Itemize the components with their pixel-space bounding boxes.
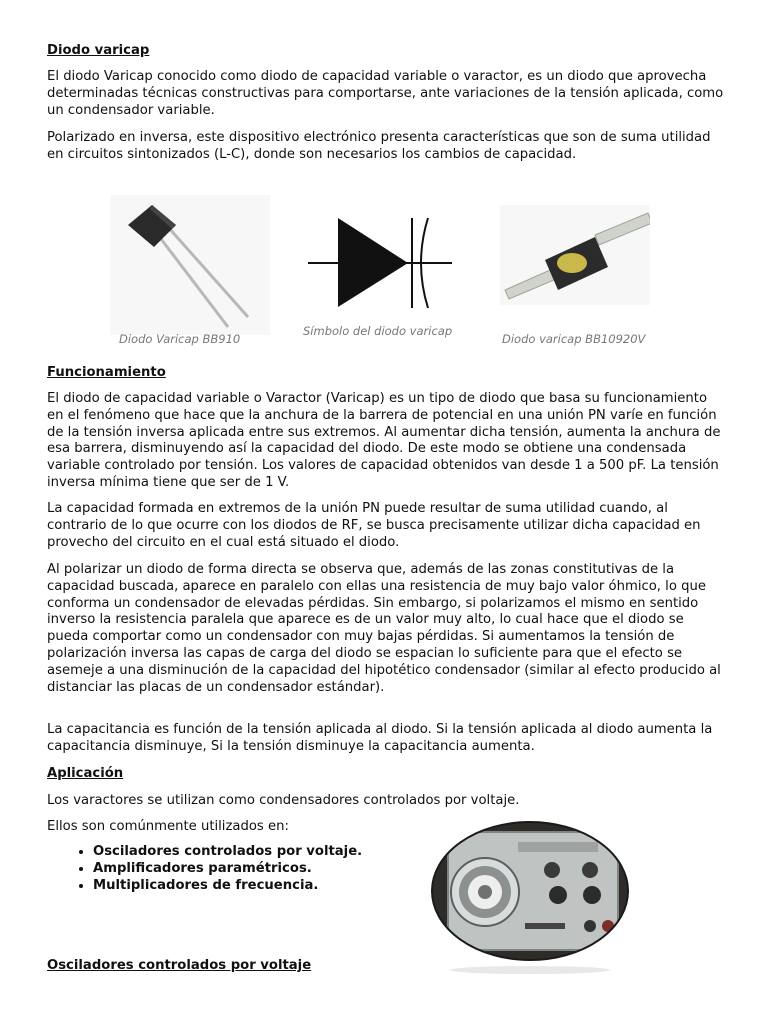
caption-bb10920v: Diodo varicap BB10920V xyxy=(502,332,646,346)
applications-list xyxy=(47,844,362,894)
aplicacion-paragraph-2: Ellos son comúnmente utilizados en: xyxy=(47,819,289,834)
varicap-bb910-photo xyxy=(110,195,270,335)
intro-paragraph-1: El diodo Varicap conocido como diodo de capacidad variable o varactor, es un diodo que aprovecha determinadas técnicas constructivas para comportarse, ante variaciones de la tensión aplicada, como un condensador variable. xyxy=(47,69,724,118)
section-heading-osciladores: Osciladores controlados por voltaje xyxy=(47,958,312,973)
list-item: • Multiplicadores de frecuencia. xyxy=(93,878,362,895)
caption-symbol: Símbolo del diodo varicap xyxy=(303,324,453,338)
signal-generator-photo xyxy=(430,820,630,975)
varicap-bb10920v-photo xyxy=(500,205,650,305)
funcionamiento-paragraph-2: La capacidad formada en extremos de la unión PN puede resultar de suma utilidad cuando, al contrario de lo que ocurre con los diodos de RF, se busca precisamente utilizar dicha capacidad en provecho del circuito en el cual está situado el diodo. xyxy=(47,501,701,550)
aplicacion-paragraph-1: Los varactores se utilizan como condensadores controlados por voltaje. xyxy=(47,793,520,808)
page-title: Diodo varicap xyxy=(47,43,150,58)
intro-paragraph-2: Polarizado en inversa, este dispositivo electrónico presenta características que son de suma utilidad en circuitos sintonizados (L-C), donde son necesarios los cambios de capacidad. xyxy=(47,130,711,162)
varicap-symbol-diagram xyxy=(300,210,460,310)
section-heading-funcionamiento: Funcionamiento xyxy=(47,365,166,380)
funcionamiento-paragraph-4: La capacitancia es función de la tensión aplicada al diodo. Si la tensión aplicada al diodo aumenta la capacitancia disminuye, Si la tensión disminuye la capacitancia aumenta. xyxy=(47,722,713,754)
section-heading-aplicacion: Aplicación xyxy=(47,766,124,781)
caption-bb910: Diodo Varicap BB910 xyxy=(119,332,241,346)
funcionamiento-paragraph-3: Al polarizar un diodo de forma directa se observa que, además de las zonas constitutivas de la capacidad buscada, aparece en paralelo con ellas una resistencia de muy bajo valor óhmico, lo que conforma un condensador de elevadas pérdidas. Sin embargo, si polarizamos el mismo en sentido inverso la resistencia paralela que aparece es de un valor muy alto, lo cual hace que el diodo se pueda comportar como un condensador con muy bajas pérdidas. Si aumentamos la tensión de polarización inversa las capas de carga del diodo se espacian lo suficiente para que el efecto se asemeje a una disminución de la capacidad del hipotético condensador (similar al efecto producido al distanciar las placas de un condensador estándar). xyxy=(47,562,721,695)
funcionamiento-paragraph-1: El diodo de capacidad variable o Varactor (Varicap) es un tipo de diodo que basa su funcionamiento en el fenómeno que hace que la anchura de la barrera de potencial en una unión PN varíe en función de la tensión inversa aplicada entre sus extremos. Al aumentar dicha tensión, aumenta la anchura de esa barrera, disminuyendo así la capacidad del diodo. De este modo se obtiene una condensada variable controlado por tensión. Los valores de capacidad obtenidos van desde 1 a 500 pF. La tensión inversa mínima tiene que ser de 1 V. xyxy=(47,391,721,490)
list-item: • Amplificadores paramétricos. xyxy=(93,861,362,878)
list-item: • Osciladores controlados por voltaje. xyxy=(93,844,362,861)
